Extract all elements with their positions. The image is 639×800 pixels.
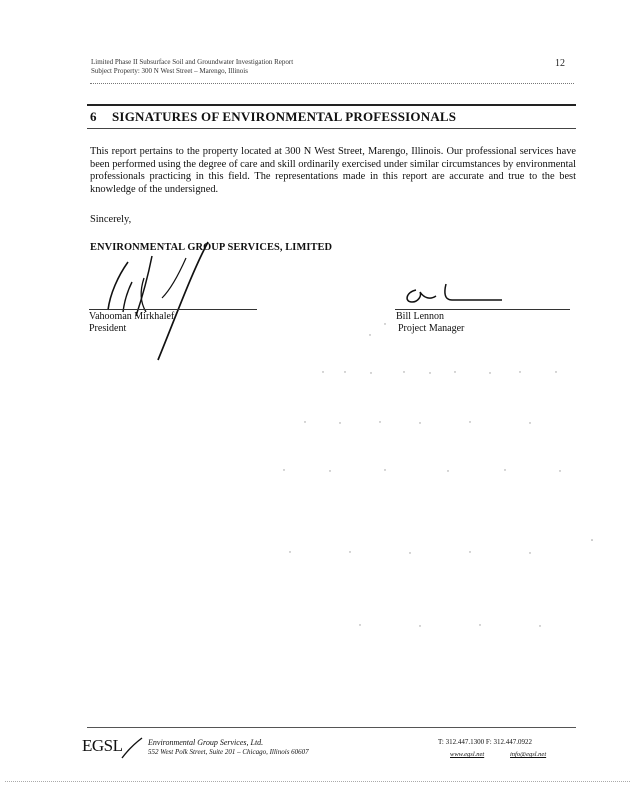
company-name: ENVIRONMENTAL GROUP SERVICES, LIMITED: [90, 242, 333, 253]
header-report-title: Limited Phase II Subsurface Soil and Groundwater Investigation Report: [91, 58, 294, 66]
signatory-name-president: Vahooman Mirkhalef: [89, 311, 175, 322]
logo-text: EGSL: [82, 736, 123, 755]
footer-phone-fax: T: 312.447.1300 F: 312.447.0922: [438, 738, 532, 746]
body-paragraph: This report pertains to the property located at 300 N West Street, Marengo, Illinois. Our professional services have been performed using the degree of care and skill ordinarily exercised under similar circumstances by environmental professionals practicing in this field. The representations made in this report are accurate and true to the best knowledge of the undersigned.: [90, 146, 576, 195]
closing-salutation: Sincerely,: [90, 214, 132, 225]
signatory-title-president: President: [89, 323, 127, 334]
signatory-title-project-manager: Project Manager: [398, 323, 465, 334]
footer-email-link[interactable]: info@egsl.net: [510, 751, 547, 758]
footer-company: Environmental Group Services, Ltd.: [148, 738, 264, 747]
egsl-logo: [82, 736, 144, 762]
page-number: 12: [555, 58, 565, 69]
page-bottom-dotted-rule: [5, 781, 630, 782]
section-number: 6: [90, 109, 97, 124]
footer-divider: [87, 727, 576, 728]
header-subject-property: Subject Property: 300 N West Street – Marengo, Illinois: [91, 67, 248, 75]
footer-address: 552 West Polk Street, Suite 201 – Chicago, Illinois 60607: [148, 748, 309, 756]
footer-website-link[interactable]: www.egsl.net: [450, 751, 485, 758]
section-title: SIGNATURES OF ENVIRONMENTAL PROFESSIONALS: [112, 109, 457, 124]
logo-swoosh-icon: [82, 736, 144, 762]
signatory-name-project-manager: Bill Lennon: [396, 311, 445, 322]
